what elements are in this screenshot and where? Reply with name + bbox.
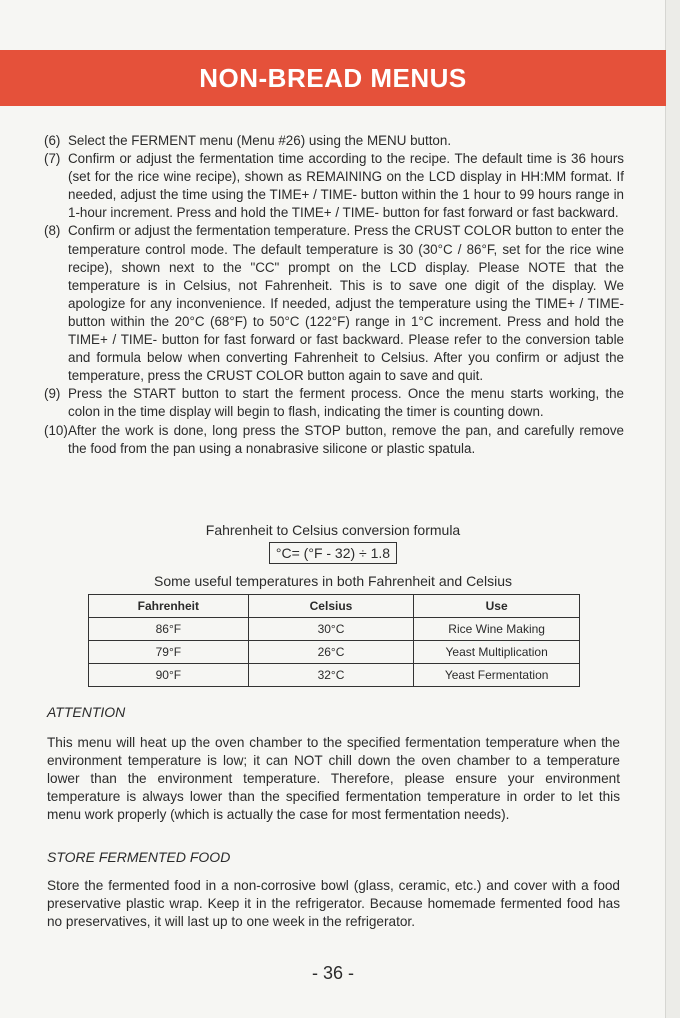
page-title: NON-BREAD MENUS [199, 62, 467, 93]
step-number: (6) [44, 133, 61, 148]
table-row [89, 618, 580, 641]
step-number: (10) [44, 422, 68, 438]
temperature-table [88, 594, 580, 687]
table-cell: 79°F [89, 641, 249, 664]
attention-heading: ATTENTION [47, 704, 126, 720]
step-text: After the work is done, long press the STOP button, remove the pan, and carefully remove the food from the pan using a nonabrasive silicone or plastic spatula. [68, 422, 624, 456]
table-cell: Yeast Multiplication [414, 641, 580, 664]
step-text: Confirm or adjust the fermentation temperature. Press the CRUST COLOR button to enter the temperature control mode. The default temperature is 30 (30°C / 86°F, set for the rice wine recipe), shown next to the "CC" prompt on the LCD display. Please NOTE that the temperature is in Celsius, not Fahrenheit. This is to save one digit of the display. We apologize for any inconvenience. If needed, adjust the temperature using the TIME+ / TIME- button within the 20°C (68°F) to 50°C (122°F) range in 1°C increment. Press and hold the TIME+ / TIME- button for fast forward or fast backward. Please refer to the conversion table and formula below when converting Fahrenheit to Celsius. After you confirm or adjust the temperature, press the CRUST COLOR button again to save and quit. [68, 223, 624, 384]
store-paragraph: Store the fermented food in a non-corrosive bowl (glass, ceramic, etc.) and cover with a food preservative plastic wrap. Keep it in the refrigerator. Because homemade fermented food has no preservatives, it will last up to one week in the refrigerator. [47, 878, 620, 930]
table-cell: 86°F [89, 618, 249, 641]
step-number: (8) [44, 223, 61, 239]
formula-title: Fahrenheit to Celsius conversion formula [205, 522, 461, 538]
conversion-formula [0, 520, 666, 564]
step-7 [44, 150, 624, 222]
table-row [89, 641, 580, 664]
table-row [89, 664, 580, 687]
step-10 [44, 422, 624, 458]
column-header: Celsius [248, 595, 414, 618]
table-cell: 30°C [248, 618, 414, 641]
step-text: Select the FERMENT menu (Menu #26) using the MENU button. [68, 133, 452, 148]
table-cell: 90°F [89, 664, 249, 687]
step-number: (9) [44, 386, 61, 402]
table-cell: Rice Wine Making [414, 618, 580, 641]
column-header: Use [414, 595, 580, 618]
step-number: (7) [44, 151, 61, 167]
step-8 [44, 222, 624, 385]
table-cell: Yeast Fermentation [414, 664, 580, 687]
steps-list [44, 132, 624, 458]
step-6 [44, 132, 624, 150]
step-text: Press the START button to start the ferment process. Once the menu starts working, the colon in the time display will begin to flash, indicating the timer is counting down. [68, 386, 624, 420]
store-heading: STORE FERMENTED FOOD [47, 849, 231, 865]
step-text: Confirm or adjust the fermentation time according to the recipe. The default time is 36 hours (set for the rice wine recipe), shown as REMAINING on the LCD display in HH:MM format. If needed, adjust the time using the TIME+ / TIME- button within the 1 hour to 99 hours range in 1-hour increment. Press and hold the TIME+ / TIME- button for fast forward or fast backward. [68, 151, 624, 221]
attention-paragraph: This menu will heat up the oven chamber to the specified fermentation temperature when the environment temperature is low; it can NOT chill down the oven chamber to a temperature lower than the environment temperature. Therefore, please ensure your environment temperature is always lower than the specified fermentation temperature in order to let this menu work properly (which is actually the case for most fermentation needs). [47, 735, 620, 823]
formula-expression: °C= (°F - 32) ÷ 1.8 [269, 542, 397, 564]
table-header-row [89, 595, 580, 618]
step-9 [44, 385, 624, 421]
section-banner [0, 50, 666, 106]
column-header: Fahrenheit [89, 595, 249, 618]
table-caption: Some useful temperatures in both Fahrenheit and Celsius [154, 573, 512, 589]
table-cell: 32°C [248, 664, 414, 687]
page-number: - 36 - [311, 963, 354, 983]
table-cell: 26°C [248, 641, 414, 664]
